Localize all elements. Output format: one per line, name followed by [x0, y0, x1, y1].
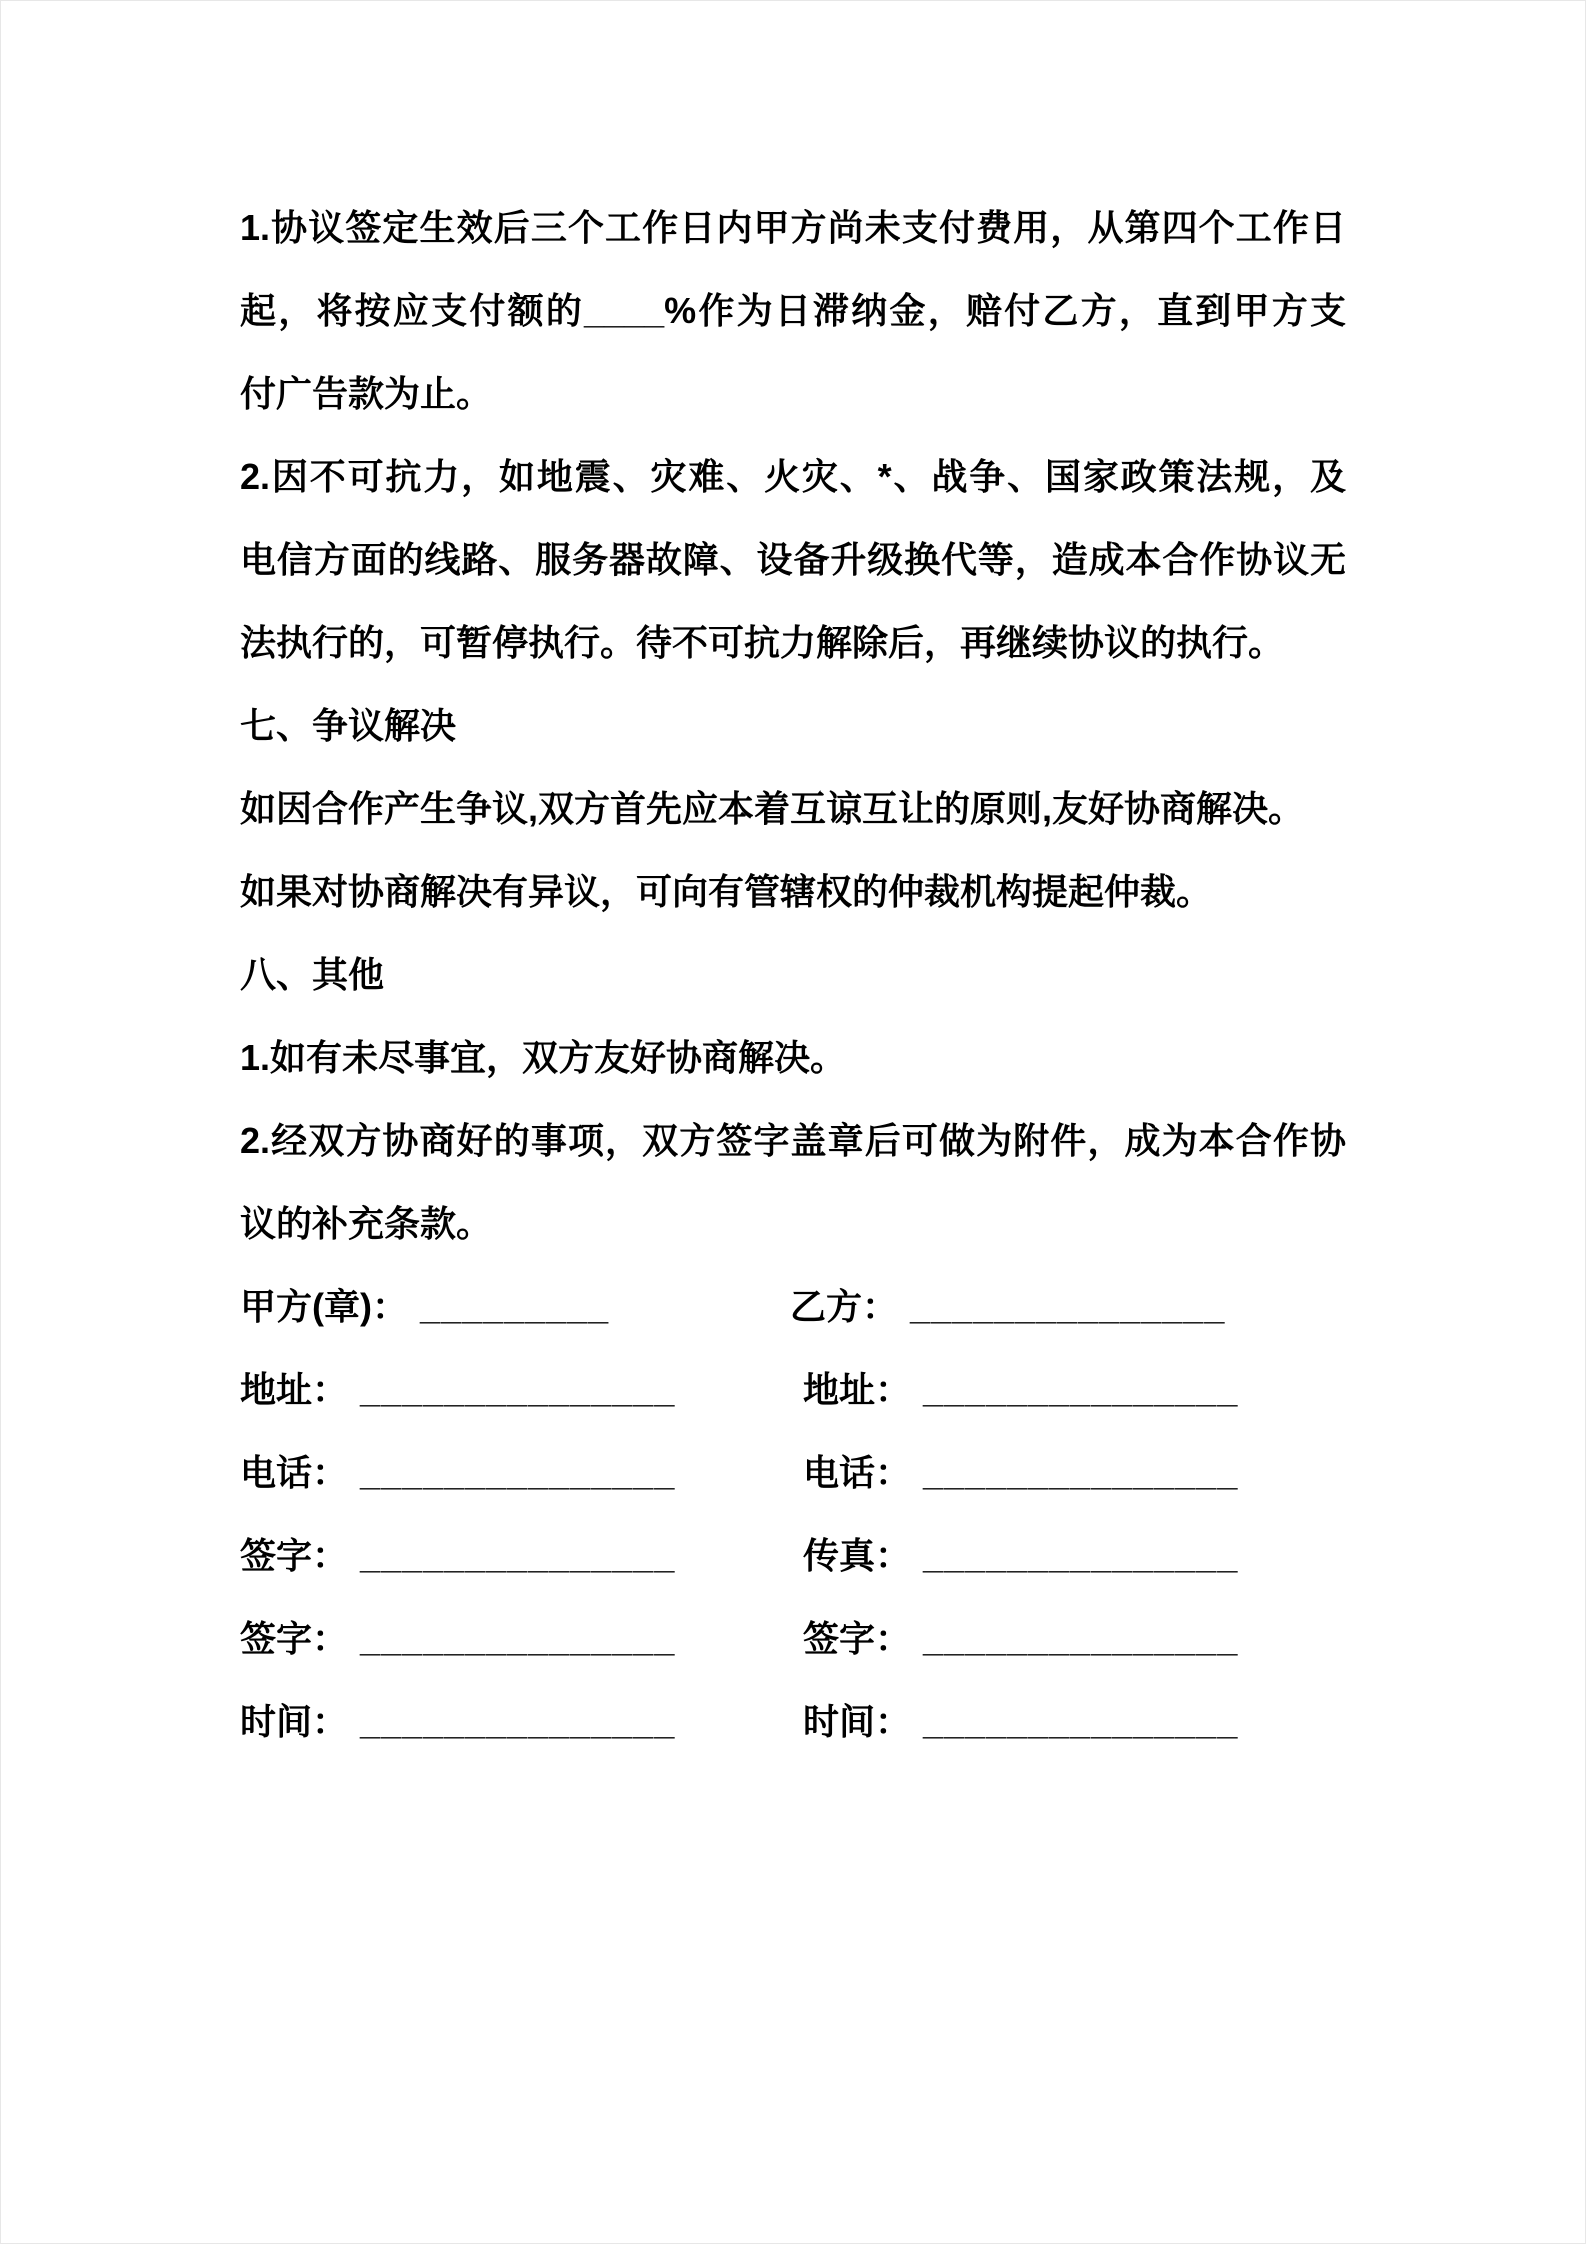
fax-label-b: 传真：: [803, 1535, 912, 1576]
address-blank-line-a: _______________: [360, 1369, 676, 1410]
signature-label-a2: 签字：: [240, 1618, 349, 1659]
contract-body: [240, 186, 1346, 1763]
signature-row-phone: [240, 1431, 1346, 1514]
signature-blank-line-a: _______________: [360, 1535, 676, 1576]
party-b-blank-line: _______________: [910, 1286, 1226, 1327]
clause-line: 议的补充条款。: [240, 1203, 493, 1244]
signature-label-a: 签字：: [240, 1535, 349, 1576]
phone-blank-line-b: _______________: [923, 1452, 1239, 1493]
signature-row-sign-sign: [240, 1597, 1346, 1680]
party-b-label: 乙方：: [790, 1286, 899, 1327]
date-blank-line-a: _______________: [360, 1701, 676, 1742]
clause-line: 如果对协商解决有异议，可向有管辖权的仲裁机构提起仲裁。: [240, 871, 1213, 912]
phone-label-a: 电话：: [240, 1452, 349, 1493]
address-label-b: 地址：: [803, 1369, 912, 1410]
address-label-a: 地址：: [240, 1369, 349, 1410]
date-blank-line-b: _______________: [923, 1701, 1239, 1742]
clause-line: 1.协议签定生效后三个工作日内甲方尚未支付费用，从第四个工作日: [240, 207, 1346, 248]
section-heading-8: 八、其他: [240, 954, 385, 995]
signature-blank-line-a2: _______________: [360, 1618, 676, 1659]
signature-row-date: [240, 1680, 1346, 1763]
signature-row-party: [240, 1265, 1346, 1348]
phone-blank-line-a: _______________: [360, 1452, 676, 1493]
clause-line: 如因合作产生争议,双方首先应本着互谅互让的原则,友好协商解决。: [240, 788, 1305, 829]
section-heading-7: 七、争议解决: [240, 705, 457, 746]
party-a-seal-label: 甲方(章)：: [240, 1286, 408, 1327]
address-blank-line-b: _______________: [923, 1369, 1239, 1410]
clause-line: 法执行的，可暂停执行。待不可抗力解除后，再继续协议的执行。: [240, 622, 1285, 663]
clause-line: 电信方面的线路、服务器故障、设备升级换代等，造成本合作协议无: [240, 539, 1346, 580]
signature-row-sign-fax: [240, 1514, 1346, 1597]
signature-label-b: 签字：: [803, 1618, 912, 1659]
phone-label-b: 电话：: [803, 1452, 912, 1493]
clause-line: 2.因不可抗力，如地震、灾难、火灾、*、战争、国家政策法规，及: [240, 456, 1346, 497]
clause-line: 付广告款为止。: [240, 373, 493, 414]
clause-line: 2.经双方协商好的事项，双方签字盖章后可做为附件，成为本合作协: [240, 1120, 1346, 1161]
signature-blank-line-b: _______________: [923, 1618, 1239, 1659]
date-label-a: 时间：: [240, 1701, 349, 1742]
fax-blank-line-b: _______________: [923, 1535, 1239, 1576]
clause-line: 1.如有未尽事宜，双方友好协商解决。: [240, 1037, 847, 1078]
date-label-b: 时间：: [803, 1701, 912, 1742]
clause-line: 起，将按应支付额的____%作为日滞纳金，赔付乙方，直到甲方支: [240, 290, 1346, 331]
party-a-blank-line: _________: [419, 1286, 610, 1327]
signature-row-address: [240, 1348, 1346, 1431]
